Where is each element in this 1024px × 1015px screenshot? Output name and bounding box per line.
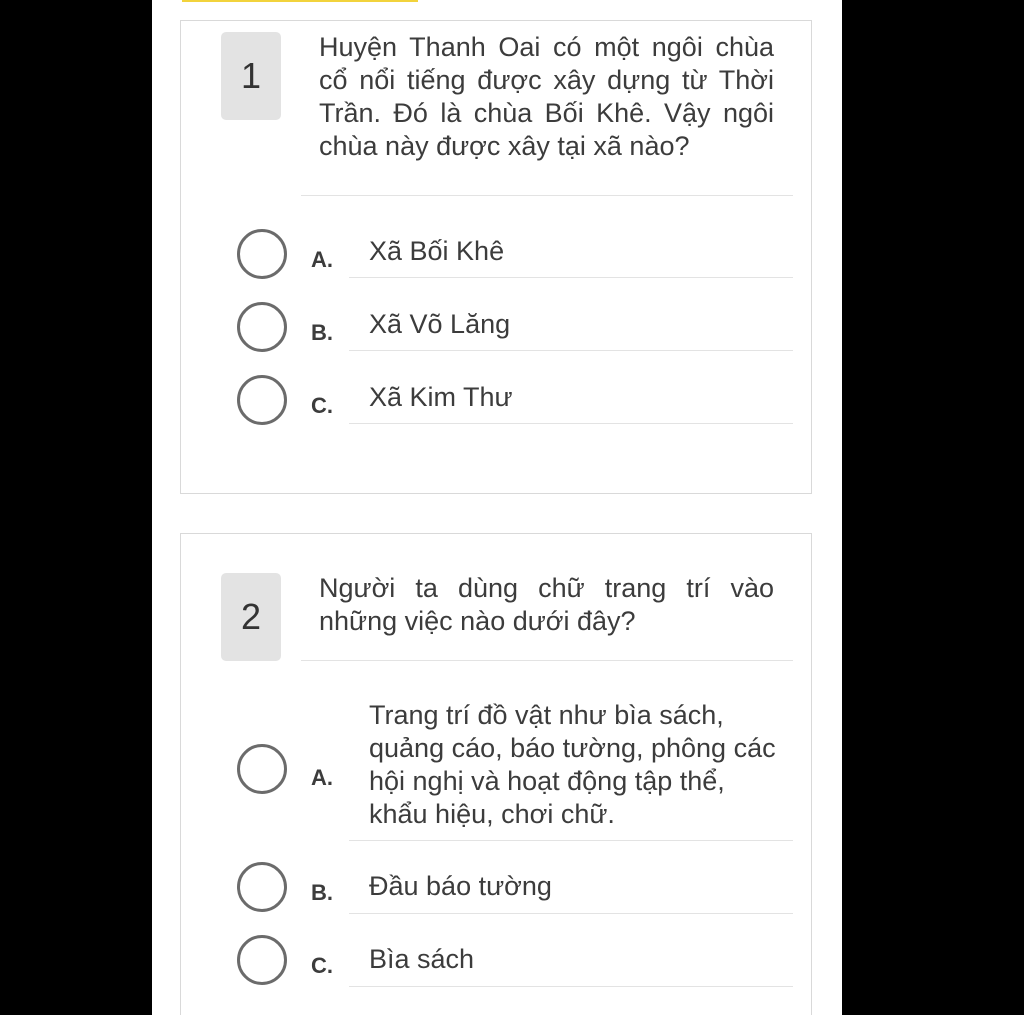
option-divider (349, 840, 793, 841)
option-divider (349, 277, 793, 278)
top-accent-bar (182, 0, 418, 2)
question-divider (301, 195, 793, 196)
option-c-text[interactable]: Xã Kim Thư (369, 382, 513, 412)
option-divider (349, 350, 793, 351)
option-b-letter: B. (311, 320, 333, 345)
question-card-1 (180, 20, 812, 494)
option-c-letter: C. (311, 953, 333, 978)
question-number-badge: 1 (221, 32, 281, 120)
question-card-2 (180, 533, 812, 1015)
option-a-letter: A. (311, 247, 333, 272)
option-divider (349, 986, 793, 987)
option-a-radio[interactable] (237, 229, 287, 279)
option-a-radio[interactable] (237, 744, 287, 794)
question-number-badge: 2 (221, 573, 281, 661)
option-c-letter: C. (311, 393, 333, 418)
question-text: Huyện Thanh Oai có một ngôi chùa cổ nổi tiếng được xây dựng từ Thời Trần. Đó là chùa Bối Khê. Vậy ngôi chùa này được xây tại xã nào? (319, 32, 774, 161)
option-b-text[interactable]: Xã Võ Lăng (369, 309, 511, 339)
option-b-letter: B. (311, 880, 333, 905)
option-c-radio[interactable] (237, 375, 287, 425)
option-a-text[interactable]: Trang trí đồ vật như bìa sách, quảng cáo, báo tường, phông các hội nghị và hoạt động tập thể, khẩu hiệu, chơi chữ. (369, 700, 776, 829)
question-text: Người ta dùng chữ trang trí vào những việc nào dưới đây? (319, 573, 774, 636)
option-b-text[interactable]: Đầu báo tường (369, 871, 552, 901)
option-a-letter: A. (311, 765, 333, 790)
option-c-text[interactable]: Bìa sách (369, 944, 475, 974)
option-a-text[interactable]: Xã Bối Khê (369, 236, 505, 266)
option-divider (349, 913, 793, 914)
option-b-radio[interactable] (237, 862, 287, 912)
quiz-page (152, 0, 842, 1015)
option-b-radio[interactable] (237, 302, 287, 352)
option-divider (349, 423, 793, 424)
question-divider (301, 660, 793, 661)
option-c-radio[interactable] (237, 935, 287, 985)
